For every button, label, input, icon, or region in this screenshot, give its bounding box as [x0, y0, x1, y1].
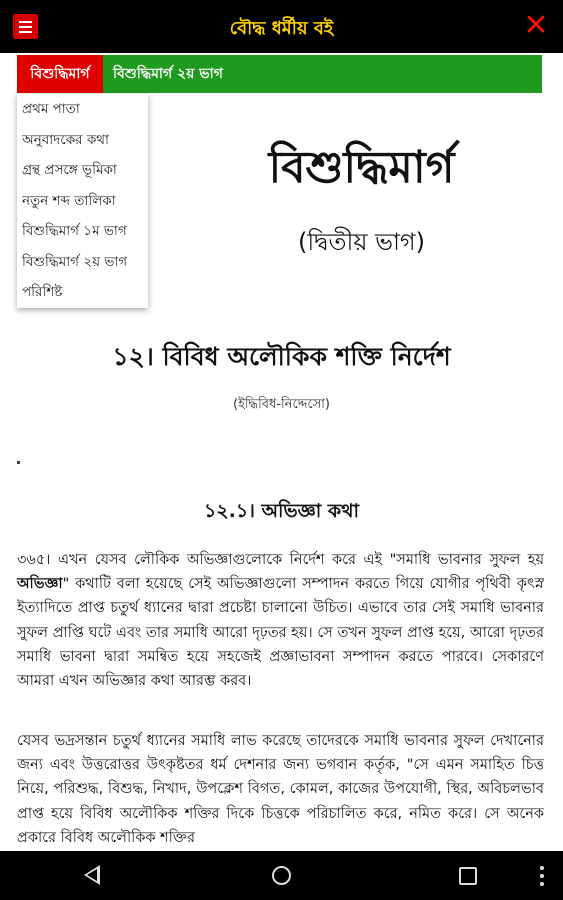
paragraph-text: " কথাটি বলা হয়েছে সেই অভিজ্ঞাগুলো সম্পাদন করতে গিয়ে যোগীর পৃথিবী কৃৎস্ন ইত্যাদিতে প্রাপ্ত চতুর্থ ধ্যানের দ্বারা প্রচেষ্টা চালানো উচিত। এভাবে তার সেই সমাধি ভাবনার সুফল প্রাপ্তি ঘটে এবং তার সমাধি আরো দৃঢ়তর হয়। সে তখন সুফল প্রাপ্ত হয়ে, আরো দৃঢ়তর সমাধি ভাবনা দ্বারা সমন্বিত হয়ে সহজেই প্রজ্ঞাভাবনা সম্পাদন করতে পারবে। সেকারণে আমরা এখন অভিজ্ঞার কথা আরম্ভ করব।: [17, 576, 544, 690]
book-title: বিশুদ্ধিমার্গ: [268, 142, 455, 193]
home-icon[interactable]: [272, 866, 291, 885]
dropdown-menu: [17, 94, 148, 308]
more-icon[interactable]: [540, 866, 544, 886]
close-icon[interactable]: ✕: [523, 8, 549, 43]
recent-apps-icon[interactable]: [459, 867, 477, 885]
bold-term: অভিজ্ঞা: [17, 576, 63, 593]
paragraph-365: [17, 548, 544, 693]
app-title: বৌদ্ধ ধর্মীয় বই: [229, 18, 334, 39]
chapter-pali-title: (ইদ্ধিবিধ-নিদ্দেসো): [233, 397, 330, 412]
paragraph-text: ৩৬৫। এখন যেসব লৌকিক অভিজ্ঞাগুলোকে নির্দেশ করে এই "সমাধি ভাবনার সুফল হয়: [17, 552, 544, 568]
section-title: ১২.১। অভিজ্ঞা কথা: [203, 500, 360, 522]
menu-item-appendix[interactable]: পরিশিষ্ট: [22, 284, 63, 300]
tab-bar: [17, 55, 542, 93]
paragraph-2: যেসব ভদ্রসন্তান চতুর্থ ধ্যানের সমাধি লাভ করেছে তাদেরকে সমাধি ভাবনার সুফল দেখানোর জন্য এবং উত্তরোত্তর উৎকৃষ্টতর ধর্ম দেশনার জন্য ভগবান কর্তৃক, "সে এমন সমাহিত চিত্ত নিয়ে, পরিশুদ্ধ, বিশুদ্ধ, নিখাদ, উপক্লেশ বিগত, কোমল, কাজের উপযোগী, স্থির, অবিচলভাব প্রাপ্ত হয়ে বিবিধ অলৌকিক শক্তির দিকে চিত্তকে পরিচালিত করে, নমিত করে। সে অনেক প্রকারে বিবিধ অলৌকিক শক্তির: [17, 733, 544, 846]
menu-item-translator-note[interactable]: অনুবাদকের কথা: [22, 131, 109, 148]
menu-item-part-2[interactable]: বিশুদ্ধিমার্গ ২য় ভাগ: [22, 253, 128, 270]
tab-bishuddhimarga[interactable]: বিশুদ্ধিমার্গ: [17, 55, 103, 93]
system-nav-bar: [0, 851, 563, 900]
menu-item-part-1[interactable]: বিশুদ্ধিমার্গ ১ম ভাগ: [22, 223, 127, 239]
stray-dot: [17, 461, 20, 464]
app-bar: [0, 0, 563, 53]
tab-bishuddhimarga-part-2[interactable]: বিশুদ্ধিমার্গ ২য় ভাগ: [113, 66, 223, 82]
menu-item-first-page[interactable]: প্রথম পাতা: [22, 101, 80, 117]
back-icon[interactable]: [84, 865, 100, 885]
chapter-title: ১২। বিবিধ অলৌকিক শক্তি নির্দেশ: [112, 342, 451, 371]
menu-item-glossary[interactable]: নতুন শব্দ তালিকা: [22, 192, 116, 209]
menu-item-introduction[interactable]: গ্রন্থ প্রসঙ্গে ভূমিকা: [22, 162, 117, 178]
book-subtitle: (দ্বিতীয় ভাগ): [297, 228, 426, 256]
